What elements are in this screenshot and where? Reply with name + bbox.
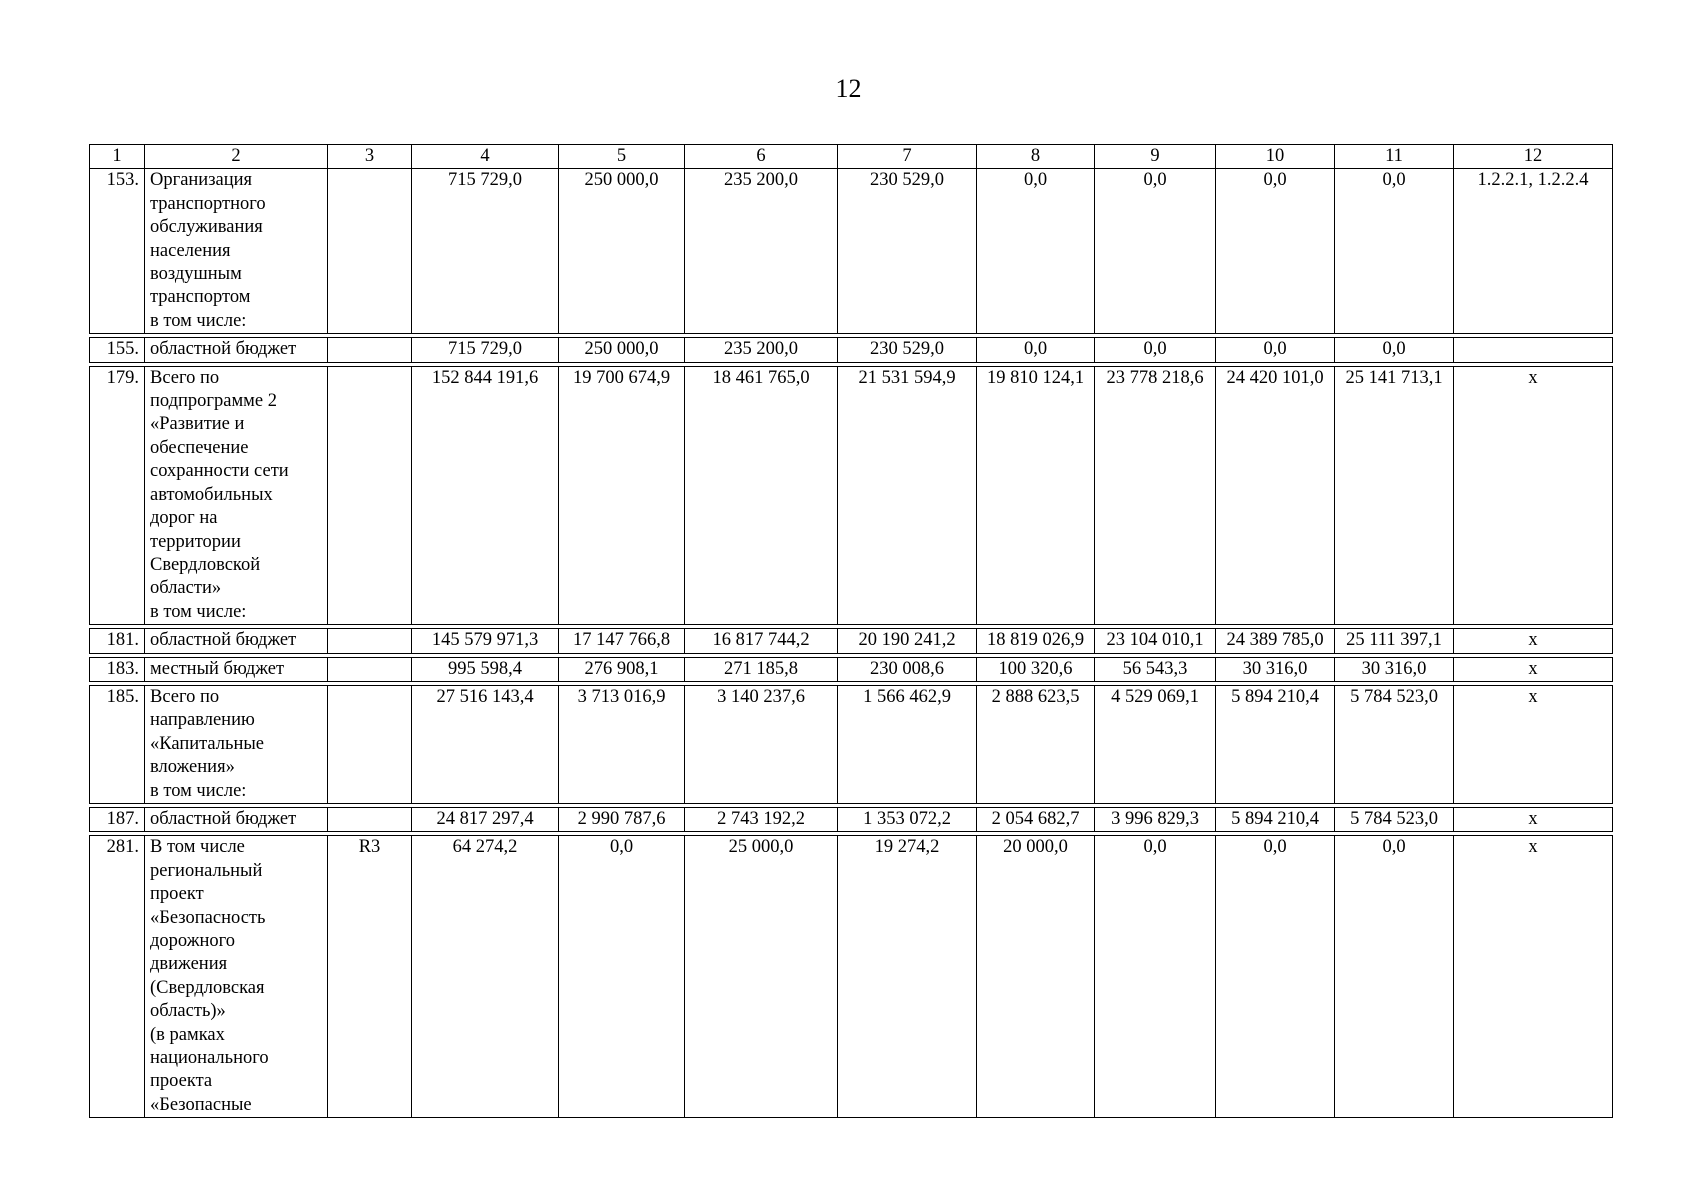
row-value-cell: 715 729,0 — [412, 338, 559, 362]
row-value-cell: 2 990 787,6 — [559, 807, 685, 831]
row-name-line: дорог на — [150, 508, 218, 529]
row-number-cell: 187. — [90, 807, 145, 831]
row-value-cell: 4 529 069,1 — [1095, 685, 1216, 803]
row-name-line: вложения» — [150, 757, 235, 778]
row-value-cell: 3 140 237,6 — [685, 685, 838, 803]
row-value-cell: 0,0 — [1216, 836, 1335, 1118]
row-value-cell: 30 316,0 — [1335, 657, 1454, 681]
row-value-cell: 0,0 — [1216, 169, 1335, 334]
row-value-cell: 56 543,3 — [1095, 657, 1216, 681]
row-name-line: область)» — [150, 1001, 226, 1022]
row-code-cell — [328, 807, 412, 831]
header-cell: 5 — [559, 145, 685, 169]
row-name-line: обеспечение — [150, 437, 249, 458]
row-number-cell: 179. — [90, 366, 145, 624]
row-name-line: области» — [150, 578, 222, 599]
row-name-line: национального — [150, 1048, 269, 1069]
row-name-line: населения — [150, 240, 231, 261]
row-code-cell — [328, 629, 412, 653]
row-value-cell: 250 000,0 — [559, 169, 685, 334]
row-value-cell: 24 389 785,0 — [1216, 629, 1335, 653]
row-value-cell: 24 817 297,4 — [412, 807, 559, 831]
row-value-cell: 3 713 016,9 — [559, 685, 685, 803]
row-name-line: Всего по — [150, 367, 220, 388]
row-value-cell: 25 111 397,1 — [1335, 629, 1454, 653]
row-name-line: в том числе: — [150, 601, 247, 622]
header-cell: 12 — [1454, 145, 1613, 169]
row-name-line: областной бюджет — [150, 630, 297, 651]
table-row — [90, 685, 1613, 803]
row-name-line: воздушным — [150, 264, 242, 285]
row-name-cell — [145, 366, 328, 624]
page-number: 12 — [835, 74, 862, 103]
row-name-line: территории — [150, 531, 241, 552]
table-row — [90, 657, 1613, 681]
budget-table — [89, 144, 1613, 1118]
row-name-line: (Свердловская — [150, 977, 265, 998]
row-number-cell: 153. — [90, 169, 145, 334]
row-value-cell: 230 529,0 — [838, 169, 977, 334]
row-code-cell — [328, 366, 412, 624]
row-value-cell: 5 784 523,0 — [1335, 807, 1454, 831]
row-target-cell: 1.2.2.1, 1.2.2.4 — [1454, 169, 1613, 334]
row-name-cell — [145, 685, 328, 803]
table-row — [90, 169, 1613, 334]
table-row — [90, 338, 1613, 362]
header-cell: 1 — [90, 145, 145, 169]
row-name-line: областной бюджет — [150, 339, 297, 360]
row-name-line: проекта — [150, 1071, 213, 1092]
row-value-cell: 235 200,0 — [685, 338, 838, 362]
row-name-line: «Безопасность — [150, 907, 266, 928]
header-cell: 11 — [1335, 145, 1454, 169]
row-name-line: дорожного — [150, 931, 236, 951]
row-name-line: Свердловской — [150, 554, 261, 575]
row-number-cell: 185. — [90, 685, 145, 803]
header-cell: 8 — [977, 145, 1095, 169]
header-cell: 7 — [838, 145, 977, 169]
row-value-cell: 5 784 523,0 — [1335, 685, 1454, 803]
row-value-cell: 18 819 026,9 — [977, 629, 1095, 653]
table-body — [90, 145, 1613, 1118]
row-number-cell: 281. — [90, 836, 145, 1118]
row-value-cell: 230 008,6 — [838, 657, 977, 681]
row-name-line: (в рамках — [150, 1024, 225, 1045]
row-name-cell — [145, 629, 328, 653]
row-code-cell — [328, 685, 412, 803]
row-name-cell — [145, 169, 328, 334]
row-name-line: «Безопасные — [150, 1094, 252, 1115]
row-code-cell — [328, 169, 412, 334]
row-code-cell — [328, 657, 412, 681]
row-name-line: в том числе: — [150, 310, 247, 331]
header-cell: 2 — [145, 145, 328, 169]
row-value-cell: 23 778 218,6 — [1095, 366, 1216, 624]
row-value-cell: 2 888 623,5 — [977, 685, 1095, 803]
row-value-cell: 5 894 210,4 — [1216, 685, 1335, 803]
header-cell: 3 — [328, 145, 412, 169]
row-name-cell — [145, 836, 328, 1118]
row-value-cell: 0,0 — [1335, 338, 1454, 362]
row-value-cell: 0,0 — [1335, 169, 1454, 334]
row-value-cell: 21 531 594,9 — [838, 366, 977, 624]
row-number-cell: 155. — [90, 338, 145, 362]
table-row — [90, 629, 1613, 653]
row-code-cell: R3 — [328, 836, 412, 1118]
row-name-line: подпрограмме 2 — [150, 391, 277, 412]
row-target-cell: x — [1454, 685, 1613, 803]
row-value-cell: 995 598,4 — [412, 657, 559, 681]
row-name-line: Организация — [150, 170, 253, 191]
row-value-cell: 276 908,1 — [559, 657, 685, 681]
row-name-line: в том числе: — [150, 780, 247, 801]
row-value-cell: 1 566 462,9 — [838, 685, 977, 803]
row-value-cell: 0,0 — [977, 169, 1095, 334]
row-value-cell: 0,0 — [1216, 338, 1335, 362]
row-value-cell: 0,0 — [1095, 836, 1216, 1118]
row-value-cell: 30 316,0 — [1216, 657, 1335, 681]
row-number-cell: 183. — [90, 657, 145, 681]
row-value-cell: 0,0 — [559, 836, 685, 1118]
row-name-line: автомобильных — [150, 484, 273, 505]
row-value-cell: 19 810 124,1 — [977, 366, 1095, 624]
header-cell: 9 — [1095, 145, 1216, 169]
header-cell: 10 — [1216, 145, 1335, 169]
row-name-line: «Развитие и — [150, 414, 245, 435]
header-cell: 6 — [685, 145, 838, 169]
row-value-cell: 25 141 713,1 — [1335, 366, 1454, 624]
row-value-cell: 27 516 143,4 — [412, 685, 559, 803]
row-name-cell — [145, 657, 328, 681]
row-name-line: проект — [150, 884, 204, 905]
row-value-cell: 271 185,8 — [685, 657, 838, 681]
row-value-cell: 24 420 101,0 — [1216, 366, 1335, 624]
row-target-cell: x — [1454, 366, 1613, 624]
table-row — [90, 807, 1613, 831]
row-value-cell: 100 320,6 — [977, 657, 1095, 681]
row-name-line: транспортного — [150, 193, 266, 214]
row-name-line: областной бюджет — [150, 808, 297, 829]
row-name-line: В том числе — [150, 837, 245, 858]
row-target-cell: x — [1454, 836, 1613, 1118]
row-name-line: «Капитальные — [150, 733, 265, 754]
row-name-cell — [145, 338, 328, 362]
row-value-cell: 250 000,0 — [559, 338, 685, 362]
row-name-line: Всего по — [150, 686, 220, 707]
row-name-line: транспортом — [150, 287, 251, 308]
row-value-cell: 715 729,0 — [412, 169, 559, 334]
row-value-cell: 0,0 — [977, 338, 1095, 362]
row-value-cell: 20 190 241,2 — [838, 629, 977, 653]
row-value-cell: 1 353 072,2 — [838, 807, 977, 831]
row-target-cell — [1454, 338, 1613, 362]
row-value-cell: 20 000,0 — [977, 836, 1095, 1118]
row-value-cell: 64 274,2 — [412, 836, 559, 1118]
row-value-cell: 0,0 — [1335, 836, 1454, 1118]
row-target-cell: x — [1454, 657, 1613, 681]
table-row — [90, 366, 1613, 624]
row-value-cell: 23 104 010,1 — [1095, 629, 1216, 653]
row-name-line: сохранности сети — [150, 461, 289, 482]
row-value-cell: 152 844 191,6 — [412, 366, 559, 624]
row-value-cell: 19 274,2 — [838, 836, 977, 1118]
row-target-cell: x — [1454, 807, 1613, 831]
row-name-line: местный бюджет — [150, 658, 285, 679]
row-value-cell: 17 147 766,8 — [559, 629, 685, 653]
row-value-cell: 2 743 192,2 — [685, 807, 838, 831]
row-name-cell — [145, 807, 328, 831]
row-value-cell: 3 996 829,3 — [1095, 807, 1216, 831]
row-number-cell: 181. — [90, 629, 145, 653]
row-value-cell: 0,0 — [1095, 169, 1216, 334]
row-value-cell: 5 894 210,4 — [1216, 807, 1335, 831]
row-value-cell: 230 529,0 — [838, 338, 977, 362]
row-value-cell: 16 817 744,2 — [685, 629, 838, 653]
header-cell: 4 — [412, 145, 559, 169]
row-name-line: направлению — [150, 710, 255, 731]
table-header-row — [90, 145, 1613, 169]
row-value-cell: 18 461 765,0 — [685, 366, 838, 624]
row-name-line: региональный — [150, 860, 263, 881]
row-code-cell — [328, 338, 412, 362]
row-name-line: движения — [150, 954, 228, 975]
table-row — [90, 836, 1613, 1118]
row-value-cell: 19 700 674,9 — [559, 366, 685, 624]
row-name-line: обслуживания — [150, 217, 263, 238]
row-value-cell: 25 000,0 — [685, 836, 838, 1118]
row-target-cell: x — [1454, 629, 1613, 653]
row-value-cell: 0,0 — [1095, 338, 1216, 362]
row-value-cell: 2 054 682,7 — [977, 807, 1095, 831]
row-value-cell: 145 579 971,3 — [412, 629, 559, 653]
row-value-cell: 235 200,0 — [685, 169, 838, 334]
